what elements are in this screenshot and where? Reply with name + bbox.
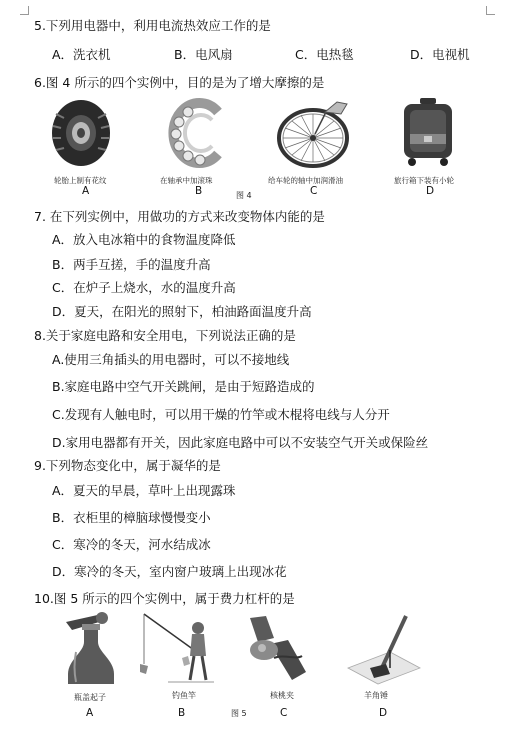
q10-caption-b: 钓鱼竿 xyxy=(172,691,196,700)
q5-stem: 5.下列用电器中，利用电流热效应工作的是 xyxy=(34,18,271,33)
q6-letter-b: B xyxy=(195,185,203,197)
q6-letter-a: A xyxy=(82,185,90,197)
q5-option-a[interactable]: A．洗衣机 xyxy=(52,47,111,62)
nutcracker-image xyxy=(244,614,310,686)
q6-caption-a: 轮胎上制有花纹 xyxy=(54,176,107,185)
fishing-rod-image xyxy=(138,610,216,686)
figure-4-label: 图 4 xyxy=(236,191,252,200)
q10-letter-c: C xyxy=(280,707,288,719)
q9-option-b[interactable]: B．衣柜里的樟脑球慢慢变小 xyxy=(52,510,211,525)
q7-option-a[interactable]: A．放入电冰箱中的食物温度降低 xyxy=(52,232,236,247)
q8-option-b[interactable]: B.家庭电路中空气开关跳闸，是由于短路造成的 xyxy=(52,379,315,394)
q9-option-a[interactable]: A．夏天的早晨，草叶上出现露珠 xyxy=(52,483,236,498)
q5-option-d[interactable]: D．电视机 xyxy=(410,47,470,62)
q6-caption-c: 给车轮的轴中加润滑油 xyxy=(268,176,343,185)
q8-stem: 8.关于家庭电路和安全用电，下列说法正确的是 xyxy=(34,328,296,343)
q10-caption-c: 核桃夹 xyxy=(270,691,294,700)
q8-option-a[interactable]: A.使用三角插头的用电器时，可以不接地线 xyxy=(52,352,290,367)
q10-letter-d: D xyxy=(379,707,388,719)
q7-option-b[interactable]: B．两手互搓，手的温度升高 xyxy=(52,257,211,272)
q5-option-c[interactable]: C．电热毯 xyxy=(295,47,354,62)
q6-caption-d: 旅行箱下装有小轮 xyxy=(394,176,454,185)
q6-letter-d: D xyxy=(426,185,435,197)
tire-image xyxy=(50,98,112,168)
q10-letter-b: B xyxy=(178,707,186,719)
q9-stem: 9.下列物态变化中，属于凝华的是 xyxy=(34,458,221,473)
q5-option-b[interactable]: B．电风扇 xyxy=(174,47,233,62)
q9-option-d[interactable]: D．寒冷的冬天，室内窗户玻璃上出现冰花 xyxy=(52,564,287,579)
q9-option-c[interactable]: C．寒冷的冬天，河水结成冰 xyxy=(52,537,211,552)
q6-stem: 6.图 4 所示的四个实例中，目的是为了增大摩擦的是 xyxy=(34,75,325,90)
q7-option-c[interactable]: C．在炉子上烧水，水的温度升高 xyxy=(52,280,236,295)
q10-stem: 10.图 5 所示的四个实例中，属于费力杠杆的是 xyxy=(34,591,295,606)
q8-option-c[interactable]: C.发现有人触电时，可以用干燥的竹竿或木棍将电线与人分开 xyxy=(52,407,390,422)
corner-mark xyxy=(20,6,29,15)
bottle-opener-image xyxy=(62,612,122,686)
suitcase-image xyxy=(398,96,458,168)
q10-caption-d: 羊角锤 xyxy=(364,691,388,700)
bearing-image xyxy=(168,98,228,168)
figure-5-label: 图 5 xyxy=(231,709,247,718)
q10-letter-a: A xyxy=(86,707,94,719)
q7-stem: 7. 在下列实例中，用做功的方式来改变物体内能的是 xyxy=(34,209,325,224)
q6-caption-b: 在轴承中加滚珠 xyxy=(160,176,213,185)
q10-caption-a: 瓶盖起子 xyxy=(74,693,106,702)
q8-option-d[interactable]: D.家用电器都有开关，因此家庭电路中可以不安装空气开关或保险丝 xyxy=(52,435,429,450)
corner-mark xyxy=(486,6,495,15)
claw-hammer-image xyxy=(346,612,422,688)
q6-letter-c: C xyxy=(310,185,318,197)
q7-option-d[interactable]: D．夏天，在阳光的照射下，柏油路面温度升高 xyxy=(52,304,312,319)
bicycle-wheel-image xyxy=(275,96,355,168)
